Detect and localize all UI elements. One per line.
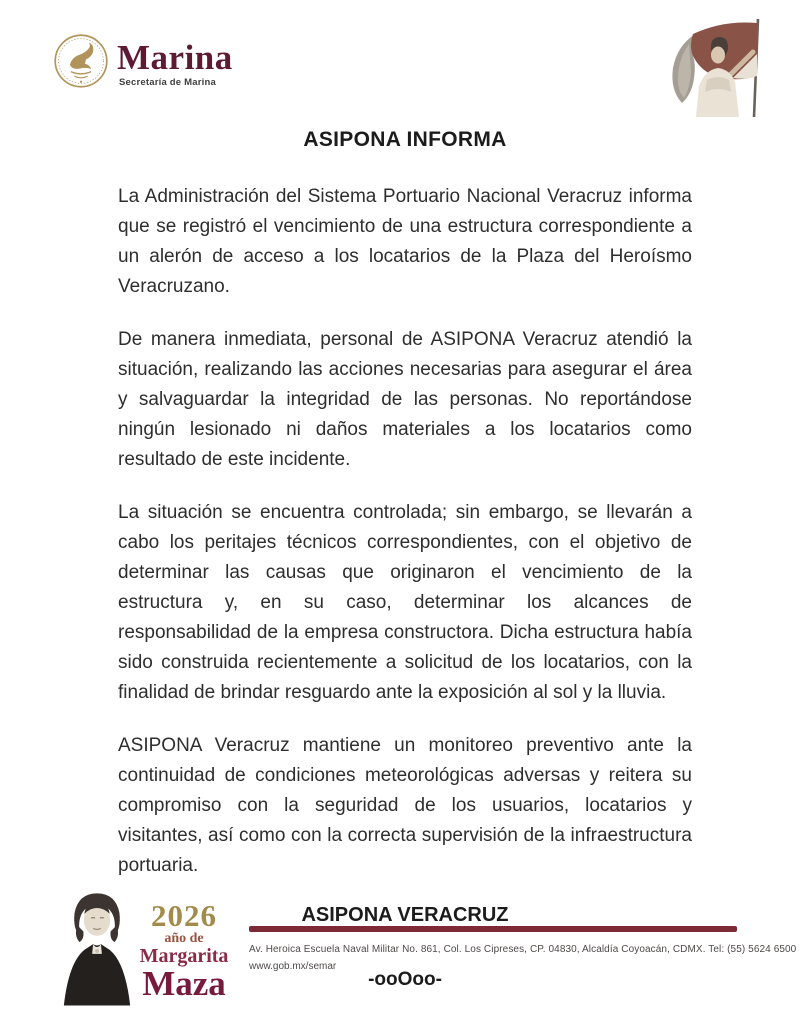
paragraph-4: ASIPONA Veracruz mantiene un monitoreo preventivo ante la continuidad de condiciones meteorológicas adversas y reitera su compromiso con la seguridad de los usuarios, locatarios y visitantes, así como con la correcta supervisión de la infraestructura portuaria.	[118, 735, 692, 876]
semar-brand-logo	[53, 30, 233, 92]
commemorative-prefix: año de	[164, 931, 204, 946]
paragraph-1: La Administración del Sistema Portuario Nacional Veracruz informa que se registró el vencimiento de una estructura correspondiente a un alerón de acceso a los locatarios de la Plaza del Heroísmo Veracruzano.	[118, 186, 692, 297]
commemorative-year-logo	[137, 898, 231, 1003]
footer-divider	[249, 926, 737, 932]
marina-subtitle: Secretaría de Marina	[119, 77, 216, 88]
paragraph-2: De manera inmediata, personal de ASIPONA Veracruz atendió la situación, realizando las acciones necesarias para asegurar el área y salvaguardar la integridad de las personas. No reportándose ningún lesionado ni daños materiales a los locatarios como resultado de este incidente.	[118, 329, 692, 470]
margarita-maza-portrait-icon	[58, 888, 136, 1006]
closing-mark: -ooOoo-	[368, 969, 442, 990]
document-title: ASIPONA INFORMA	[303, 128, 507, 151]
commemorative-year: 2026	[151, 898, 217, 933]
commemorative-name-last: Maza	[142, 964, 226, 1003]
woman-with-flag-illustration	[663, 14, 778, 120]
footer-address: Av. Heroica Escuela Naval Militar No. 861, Col. Los Cipreses, CP. 04830, Alcaldía Coyoacán, CDMX. Tel: (55) 5624 6500	[249, 944, 797, 955]
footer-website: www.gob.mx/semar	[249, 961, 337, 972]
commemorative-name-first: Margarita	[139, 945, 229, 967]
document-body	[118, 128, 692, 991]
paragraph-3: La situación se encuentra controlada; sin embargo, se llevarán a cabo los peritajes técnicos correspondientes, con el objetivo de determinar las causas que originaron el vencimiento de la estructura y, en su caso, determinar los alcances de responsabilidad de la empresa constructora. Dicha estructura había sido construida recientemente a solicitud de los locatarios, con la finalidad de brindar resguardo ante la exposición al sol y la lluvia.	[118, 502, 692, 703]
mexican-national-seal-icon	[53, 30, 109, 92]
signature: ASIPONA VERACRUZ	[301, 904, 509, 926]
brand-text	[117, 30, 233, 88]
marina-wordmark: Marina	[117, 38, 233, 77]
